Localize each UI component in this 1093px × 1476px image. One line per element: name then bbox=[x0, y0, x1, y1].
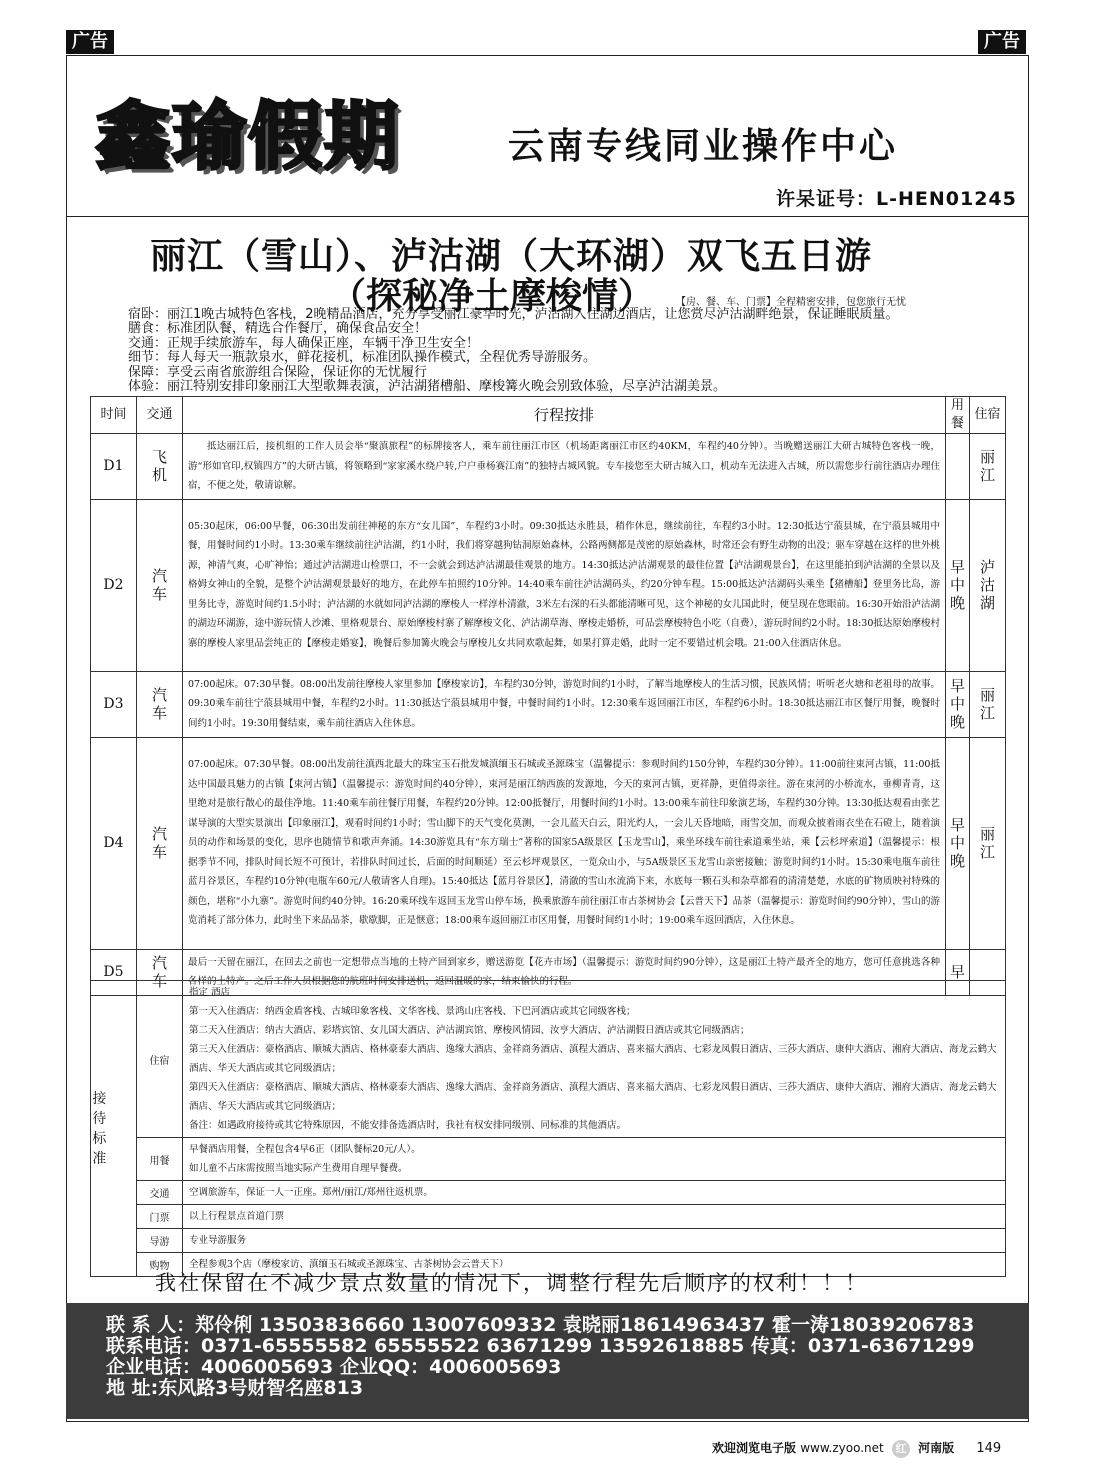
feature-item: 交通：正规手续旅游车，每人确保正座，车辆干净卫生安全！ bbox=[128, 335, 480, 351]
reserve-notice: 我社保留在不减少景点数量的情况下，调整行程先后顺序的权利！！！ bbox=[155, 1271, 868, 1295]
standard-row-label: 购物 bbox=[137, 1253, 183, 1277]
feature-item: 体验：丽江特别安排印象丽江大型歌舞表演，泸沽湖猪槽船、摩梭篝火晚会别致体验，尽享泸沽湖美景。 bbox=[128, 379, 727, 395]
standard-row-label: 住宿 bbox=[137, 981, 183, 1138]
day-label: D5 bbox=[91, 949, 137, 995]
standard-row bbox=[91, 1181, 1006, 1205]
day-meal: 早中晚 bbox=[946, 737, 970, 949]
standard-row-content: 空调旅游车，保证一人一正座。郑州/丽江/郑州往返机票。 bbox=[183, 1181, 1006, 1205]
header-stay: 住宿 bbox=[970, 397, 1006, 434]
day-meal: 早中晚 bbox=[946, 671, 970, 737]
day-plan: 07:00起床。07:30早餐。08:00出发前往滇西北最大的珠宝玉石批发城滇缅玉石城或圣源珠宝（温馨提示：参观时间约150分钟，车程约30分钟）。11:00前往束河古镇，11:00抵达中国最具魅力的古镇【束河古镇】（温馨提示：游览时间约40分钟），束河是丽江纳西族的发源地，今天的束河古镇，更祥静，更值得亲往。游在束河的小桥流水，垂柳青青，这里绝对是旅行散心的最佳净地。11:40乘车前往餐厅用餐，车程约20分钟。12:00抵餐厅，用餐时间约1小时。13:00乘车前往印象演艺场，车程约30分钟。13:30抵达观看由张艺谋导演的大型实景演出【印象丽江】，观看时间约1小时；雪山脚下的天气变化莫测，一会儿蓝天白云，阳光灼人，一会儿天昏地暗，雨雪交加，而观众披着雨衣坐在石磴上，随着演员的动作和场景的变化，思序也随情节和歌声奔涌。14:30游览具有“东方瑞士”著称的国家5A级景区【玉龙雪山】，乘坐环线车前往索道乘坐站，乘【云杉坪索道】（温馨提示：根据季节不同，排队时间长短不可预计，若排队时间过长，后面的时间顺延）至云杉坪观景区，一览众山小，与5A级景区玉龙雪山亲密接触；游览时间约1小时。15:30乘电瓶车前往蓝月谷景区，车程约10分钟(电瓶车60元/人敬请客人自理)。15:40抵达【蓝月谷景区】，清澈的雪山水流淌下来，水底每一颗石头和杂草都看的清清楚楚，水底的矿物质映衬特殊的颜色，堪称“小九寨”。游览时间约40分钟。16:20乘环线车返回玉龙雪山停车场，换乘旅游车前往丽江市古茶树协会【云普天下】品茶（温馨提示：游览时间约90分钟），雪山的游览消耗了部分体力，此时坐下来品品茶，歇歇脚，正是惬意；18:00乘车返回丽江市区用餐，用餐时间约1小时；19:00乘车返回酒店，入住休息。 bbox=[183, 737, 946, 949]
standard-row-label: 交通 bbox=[137, 1181, 183, 1205]
day-traffic: 汽车 bbox=[137, 949, 183, 995]
feature-item: 宿卧：丽江1晚古城特色客栈，2晚精品酒店，充分享受丽江豪华时光，泸沽湖入住湖边酒店，让您赏尽泸沽湖畔绝景，保证睡眠质量。 bbox=[128, 307, 899, 322]
contact-panel bbox=[66, 1303, 1029, 1419]
day-meal: 早 bbox=[946, 949, 970, 995]
header-plan: 行程按排 bbox=[183, 397, 946, 434]
standard-row-content: 早餐酒店用餐，全程包含4早6正（团队餐标20元/人）。 如儿童不占床需按照当地实际产生费用自理早餐费。 bbox=[183, 1138, 1006, 1181]
footer-url[interactable]: www.zyoo.net bbox=[800, 1441, 884, 1455]
feature-item: 膳食：标准团队餐，精选合作餐厅，确保食品安全！ bbox=[128, 321, 428, 337]
footer-edition: 河南版 bbox=[918, 1441, 955, 1455]
feature-list bbox=[128, 308, 899, 394]
page-number: 149 bbox=[976, 1441, 1002, 1456]
standard-row bbox=[91, 1205, 1006, 1229]
day-stay: 丽江 bbox=[970, 737, 1006, 949]
itinerary-row bbox=[91, 499, 1006, 671]
itinerary-row bbox=[91, 737, 1006, 949]
itinerary-table bbox=[90, 396, 1006, 996]
standard-row bbox=[91, 981, 1006, 1138]
day-label: D2 bbox=[91, 499, 137, 671]
day-plan: 最后一天留在丽江，在回去之前也一定想带点当地的土特产回到家乡，赠送游览【花卉市场】（温馨提示：游览时间约90分钟），这是丽江土特产最齐全的地方，您可任意挑选各种各样的土特产。之后工作人员根据您的航班时间安排送机，返回温暖的家，结束愉快的行程。 bbox=[183, 949, 946, 995]
standard-row-content: 全程参观3个店（摩梭家访、滇缅玉石城或圣源珠宝、古茶树协会云普天下） bbox=[183, 1253, 1006, 1277]
feature-item: 细节：每人每天一瓶款泉水，鲜花接机，标准团队操作模式，全程优秀导游服务。 bbox=[128, 350, 597, 366]
footer-text: 欢迎浏览电子版 bbox=[712, 1441, 797, 1455]
day-label: D4 bbox=[91, 737, 137, 949]
standard-row bbox=[91, 1229, 1006, 1253]
brand-logo: 鑫瑜假期 bbox=[96, 94, 400, 180]
page-footer bbox=[712, 1439, 1001, 1458]
contact-phones: 联系电话：0371-65555582 65555522 63671299 13592618885 传真：0371-63671299 bbox=[106, 1335, 975, 1357]
day-plan: 抵达丽江后，接机组的工作人员会举“聚滇旅程”的标牌接客人，乘车前往丽江市区（机场距离丽江市区约40KM，车程约40分钟）。当晚赠送丽江大研古城特色客栈一晚，游“形如官印,权镇四方”的大研古镇，将领略到“家家溪水绕户转,户户垂杨赛江南”的独特古城风貌。专车接您至大研古城入口，机动车无法进入古城，所以需您步行前往酒店办理住宿，不便之处，敬请谅解。 bbox=[183, 434, 946, 500]
standard-row-label: 用餐 bbox=[137, 1138, 183, 1181]
standard-row-content: 专业导游服务 bbox=[183, 1229, 1006, 1253]
day-plan: 07:00起床。07:30早餐。08:00出发前往摩梭人家里参加【摩梭家访】，车程约30分钟，游览时间约1小时，了解当地摩梭人的生活习惯，民族风情；听听老火塘和老祖母的故事。09:30乘车前往宁蒗县城用中餐，车程约2小时。11:30抵达宁蒗县城用中餐，中餐时间约1小时。12:30乘车返回丽江市区，车程约6小时。18:30抵达丽江市区餐厅用餐，晚餐时间约1小时。19:30用餐结束，乘车前往酒店入住休息。 bbox=[183, 671, 946, 737]
trip-note: 【房、餐、车、门票】全程精密安排，包您旅行无忧 bbox=[676, 297, 906, 308]
contact-address: 地 址:东风路3号财智名座813 bbox=[106, 1377, 364, 1399]
day-plan: 05:30起床，06:00早餐，06:30出发前往神秘的东方“女儿国”，车程约3小时。09:30抵达永胜县，稍作休息，继续前往，车程约3小时。12:30抵达宁蒗县城，在宁蒗县城用中餐，用餐时间约1小时。13:30乘车继续前往泸沽湖，约1小时，我们将穿越狗钻洞原始森林，公路两侧都是茂密的原始森林，时常还会有野生动物的出没；驱车穿越在这样的世外桃源，神清气爽，心旷神怡；通过泸沽湖进山检票口，不一会就会到达泸沽湖最佳观景的地方。14:30抵达泸沽湖观景的最佳位置【泸沽湖观景台】，在这里能拍到泸沽湖的全景以及格姆女神山的全貌，是整个泸沽湖观景最好的地方，在此停车拍照约10分钟。14:40乘车前往泸沽湖码头，约20分钟车程。15:00抵达泸沽湖码头乘坐【猪槽船】登里务比岛，游里务比寺，游览时间约1.5小时；泸沽湖的水就如同泸沽湖的摩梭人一样淳朴清澈，3米左右深的石头都能清晰可见，这个神秘的女儿国此时，便呈现在您眼前。16:30开始沿泸沽湖的湖边环湖游，途中游玩情人沙滩、里格观景台、原始摩梭村寨了解摩梭文化、泸沽湖草海、摩梭走婚桥，可品尝摩梭特色小吃（自费），游玩时间约2小时。18:30抵达原始摩梭村寨的摩梭人家里品尝纯正的【摩梭走婚宴】，晚餐后参加篝火晚会与摩梭儿女共同欢歌起舞，如果打算走婚，此时一定不要错过机会哦。21:00入住酒店休息。 bbox=[183, 499, 946, 671]
header-divider bbox=[66, 216, 1029, 217]
contact-company: 企业电话：4006005693 企业QQ：4006005693 bbox=[106, 1356, 562, 1378]
day-stay: 丽江 bbox=[970, 671, 1006, 737]
contact-persons: 联 系 人：郑伶俐 13503836660 13007609332 袁晓丽18614963437 霍一涛18039206783 bbox=[106, 1314, 975, 1336]
day-meal bbox=[946, 434, 970, 500]
ad-label-left: 广告 bbox=[66, 30, 114, 54]
header-meal: 用餐 bbox=[946, 397, 970, 434]
header-traffic: 交通 bbox=[137, 397, 183, 434]
feature-item: 保障：享受云南省旅游组合保险，保证你的无忧履行 bbox=[128, 364, 428, 380]
header-time: 时间 bbox=[91, 397, 137, 434]
trip-subtitle: （探秘净土摩梭情） bbox=[330, 276, 655, 317]
trip-title: 丽江（雪山）、泸沽湖（大环湖）双飞五日游 bbox=[150, 236, 873, 277]
service-standard-table bbox=[90, 980, 1006, 1277]
standard-row bbox=[91, 1138, 1006, 1181]
day-meal: 早中晚 bbox=[946, 499, 970, 671]
day-stay: 丽江 bbox=[970, 434, 1006, 500]
standard-row-label: 门票 bbox=[137, 1205, 183, 1229]
standard-label: 接待标准 bbox=[91, 981, 137, 1277]
itinerary-row bbox=[91, 671, 1006, 737]
standard-row-content: 指定 酒店 第一天入住酒店：纳西金盾客栈、古城印象客栈、文华客栈、景鸿山庄客栈、下巴河酒店或其它同级客栈； 第二天入住酒店：纳古大酒店、彩塔宾馆、女儿国大酒店、泸沽湖宾馆、摩梭风情园、汝亨大酒店、泸沽湖假日酒店或其它同级酒店； 第三天入住酒店：豪格酒店、顺城大酒店、格林豪泰大酒店、逸缘大酒店、金祥商务酒店、滇程大酒店、喜来福大酒店、七彩龙凤假日酒店、三莎大酒店、康仲大酒店、湘府大酒店、海龙云鹤大酒店、华天大酒店或其它同级酒店； 第四天入住酒店：豪格酒店、顺城大酒店、格林豪泰大酒店、逸缘大酒店、金祥商务酒店、滇程大酒店、喜来福大酒店、七彩龙凤假日酒店、三莎大酒店、康仲大酒店、湘府大酒店、海龙云鹤大酒店、华天大酒店或其它同级酒店； 备注：如遇政府接待或其它特殊原因，不能安排备选酒店时，我社有权安排同级别、同标准的其他酒店。 bbox=[183, 981, 1006, 1138]
itinerary-header bbox=[91, 397, 1006, 434]
day-traffic: 飞机 bbox=[137, 434, 183, 500]
standard-row-content: 以上行程景点首道门票 bbox=[183, 1205, 1006, 1229]
day-label: D1 bbox=[91, 434, 137, 500]
itinerary-row bbox=[91, 434, 1006, 500]
day-stay: 泸沽湖 bbox=[970, 499, 1006, 671]
license-number: 许呆证号：L-HEN01245 bbox=[776, 188, 1017, 210]
day-traffic: 汽车 bbox=[137, 671, 183, 737]
day-traffic: 汽车 bbox=[137, 499, 183, 671]
standard-row-label: 导游 bbox=[137, 1229, 183, 1253]
day-traffic: 汽车 bbox=[137, 737, 183, 949]
brand-subtitle: 云南专线同业操作中心 bbox=[508, 126, 899, 167]
ad-label-right: 广告 bbox=[978, 30, 1026, 54]
edition-icon: 红 bbox=[892, 1440, 910, 1458]
day-label: D3 bbox=[91, 671, 137, 737]
